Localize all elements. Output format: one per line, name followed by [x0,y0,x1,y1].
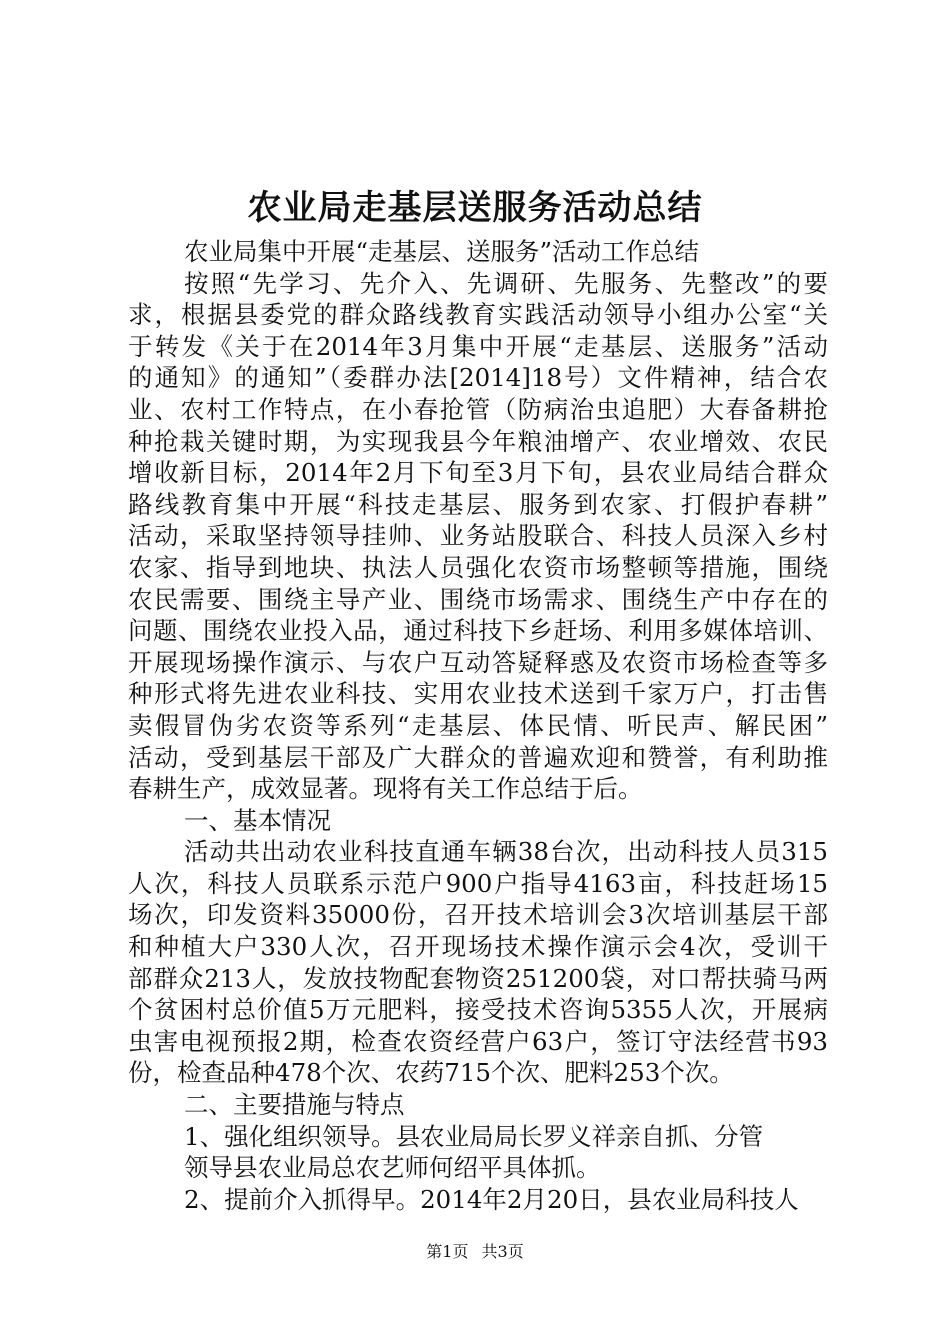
section-heading: 一、基本情况 [184,805,331,835]
text-line: 求，根据县委党的群众路线教育实践活动领导小组办公室“关 [128,300,828,330]
text-line: 1、强化组织领导。县农业局局长罗义祥亲自抓、分管 [184,1121,764,1151]
text-line: 种抢栽关键时期，为实现我县今年粮油增产、农业增效、农民 [128,426,828,456]
page-footer [0,1241,950,1263]
text-line: 种形式将先进农业科技、实用农业技术送到千家万户，打击售 [128,679,828,709]
text-line: 增收新目标，2014年2月下旬至3月下旬，县农业局结合群众 [128,458,828,488]
text-line: 人次，科技人员联系示范户900户指导4163亩，科技赶场15 [128,868,828,898]
text-line: 按照“先学习、先介入、先调研、先服务、先整改”的要 [184,268,828,298]
text-line: 开展现场操作演示、与农户互动答疑释惑及农资市场检查等多 [128,647,828,677]
page-number: 第1页 [426,1242,469,1261]
text-line: 和种植大户330人次，召开现场技术操作演示会4次，受训干 [128,932,828,962]
text-line: 业、农村工作特点，在小春抢管（防病治虫追肥）大春备耕抢 [128,394,828,424]
text-line: 活动，受到基层干部及广大群众的普遍欢迎和赞誉，有利助推 [128,742,828,772]
text-line: 2、提前介入抓得早。2014年2月20日，县农业局科技人 [184,1184,799,1214]
text-line: 虫害电视预报2期，检查农资经营户63户，签订守法经营书93 [128,1026,828,1056]
page-total: 共3页 [481,1242,524,1261]
text-line: 春耕生产，成效显著。现将有关工作总结于后。 [128,774,643,804]
document-title: 农业局走基层送服务活动总结 [247,188,703,228]
text-line: 场次，印发资料35000份，召开技术培训会3次培训基层干部 [128,900,828,930]
document-body [128,236,828,1215]
text-line: 路线教育集中开展“科技走基层、服务到农家、打假护春耕” [128,489,828,519]
text-line: 农民需要、围绕主导产业、围绕市场需求、围绕生产中存在的 [128,584,828,614]
text-line: 领导县农业局总农艺师何绍平具体抓。 [184,1153,601,1183]
text-line: 活动共出动农业科技直通车辆38台次，出动科技人员315 [184,837,828,867]
text-line: 部群众213人，发放技物配套物资251200袋，对口帮扶骑马两 [128,963,828,993]
text-line: 于转发《关于在2014年3月集中开展“走基层、送服务”活动 [128,331,828,361]
text-line: 的通知》的通知”（委群办法[2014]18号）文件精神，结合农 [128,363,828,393]
text-line: 份，检查品种478个次、农药715个次、肥料253个次。 [128,1058,734,1088]
text-line: 活动，采取坚持领导挂帅、业务站股联合、科技人员深入乡村 [128,521,828,551]
text-line: 农业局集中开展“走基层、送服务”活动工作总结 [184,237,700,266]
section-heading: 二、主要措施与特点 [184,1090,405,1120]
text-line: 农家、指导到地块、执法人员强化农资市场整顿等措施，围绕 [128,552,828,582]
text-line: 卖假冒伪劣农资等系列“走基层、体民情、听民声、解民困” [128,710,828,740]
text-line: 问题、围绕农业投入品，通过科技下乡赶场、利用多媒体培训、 [128,616,828,646]
text-line: 个贫困村总价值5万元肥料，接受技术咨询5355人次，开展病 [128,995,828,1025]
